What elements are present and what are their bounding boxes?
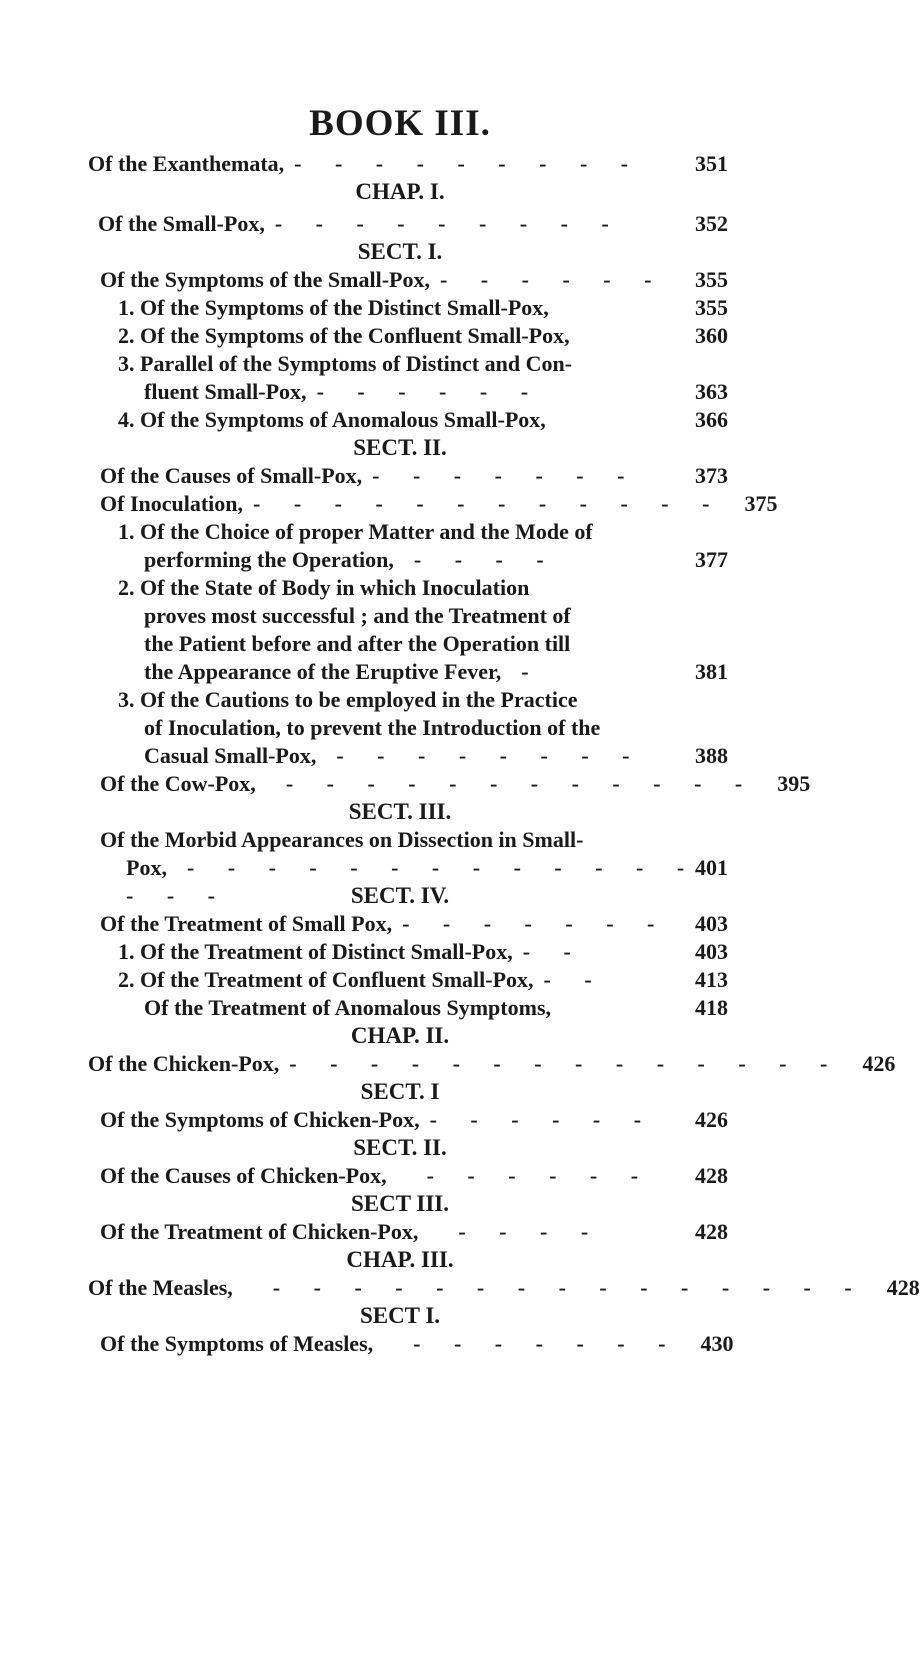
page-number: 355: [695, 295, 728, 320]
entry-text: 2. Of the Symptoms of the Confluent Small-Pox,: [118, 323, 570, 348]
page-number: 363: [695, 379, 728, 404]
toc-entry-state-of-body: 2. Of the State of Body in which Inoculation proves most successful ; and the Treatment of the Patient before and after the Operation till the Appearance of the Eruptive Fever, - 381: [118, 575, 728, 684]
page-number: 430: [700, 1331, 734, 1356]
page-number: 395: [777, 771, 811, 796]
entry-text-line: 1. Of the Choice of proper Matter and the Mode of: [118, 519, 593, 544]
toc-entry-treatment-confluent: 2. Of the Treatment of Confluent Small-Pox, - - 413: [118, 967, 728, 992]
page-number: 426: [862, 1051, 896, 1076]
page-number: 428: [886, 1275, 920, 1300]
page-number: 418: [695, 995, 728, 1020]
page-number: 360: [695, 323, 728, 348]
toc-entry-causes-chicken-pox: Of the Causes of Chicken-Pox, - - - - - - 428: [100, 1163, 728, 1188]
entry-text: 1. Of the Treatment of Distinct Small-Pox,: [118, 939, 513, 964]
section-heading: SECT III.: [350, 1191, 450, 1216]
entry-text: Of the Exanthemata,: [88, 151, 285, 176]
section-heading: SECT I.: [359, 1303, 441, 1328]
entry-text: Of the Causes of Small-Pox,: [100, 463, 363, 488]
entry-text-line: the Patient before and after the Operation till: [144, 631, 571, 656]
page-number: 366: [695, 407, 728, 432]
toc-entry-symptoms-measles: Of the Symptoms of Measles, - - - - - - - 430: [100, 1331, 734, 1356]
toc-entry-parallel: 3. Parallel of the Symptoms of Distinct and Con- fluent Small-Pox, - - - - - - 363: [118, 351, 728, 404]
entry-text: Of the Treatment of Small Pox,: [100, 911, 393, 936]
toc-entry-treatment-anomalous: [144, 994, 728, 1022]
page-number: 351: [695, 151, 728, 176]
toc-entry-exanthemata: Of the Exanthemata, - - - - - - - - - 351: [88, 151, 728, 176]
page-number: 401: [695, 855, 728, 880]
page-number: 352: [695, 211, 728, 236]
page-number: 388: [695, 743, 728, 768]
book-title: BOOK III.: [309, 103, 491, 144]
entry-text-line: fluent Small-Pox,: [144, 379, 307, 404]
page-number: 403: [695, 939, 728, 964]
page-number: 375: [744, 491, 778, 516]
toc-entry-inoculation: Of Inoculation, - - - - - - - - - - - - 375: [100, 491, 778, 516]
section-heading: SECT. II.: [353, 1135, 447, 1160]
toc-entry-small-pox: Of the Small-Pox, - - - - - - - - - 352: [98, 211, 728, 236]
toc-entry-symptoms-small-pox: Of the Symptoms of the Small-Pox, - - - - - - 355: [100, 267, 728, 292]
page-number: 428: [695, 1219, 728, 1244]
page-number: 428: [695, 1163, 728, 1188]
section-heading: SECT. IV.: [350, 883, 450, 908]
entry-text-line: proves most successful ; and the Treatment of: [144, 603, 571, 628]
entry-text-line: the Appearance of the Eruptive Fever,: [144, 659, 502, 684]
toc-entry-distinct: [118, 294, 728, 322]
entry-text: Of the Measles,: [88, 1275, 233, 1300]
entry-text: Of the Causes of Chicken-Pox,: [100, 1163, 387, 1188]
page-number: 377: [695, 547, 728, 572]
toc-entry-choice: 1. Of the Choice of proper Matter and the Mode of performing the Operation, - - - - 377: [118, 519, 728, 572]
toc-entry-treatment-distinct: 1. Of the Treatment of Distinct Small-Pox, - - 403: [118, 939, 728, 964]
section-heading: SECT. I: [360, 1079, 440, 1104]
toc-entry-symptoms-chicken-pox: Of the Symptoms of Chicken-Pox, - - - - - - 426: [100, 1107, 728, 1132]
entry-text: Of the Chicken-Pox,: [88, 1051, 280, 1076]
entry-text-line: 3. Parallel of the Symptoms of Distinct and Con-: [118, 351, 573, 376]
entry-text: Of Inoculation,: [100, 491, 244, 516]
toc-entry-treatment-small-pox: Of the Treatment of Small Pox, - - - - - - - 403: [100, 911, 728, 936]
entry-text-line: Casual Small-Pox,: [144, 743, 317, 768]
page-number: 403: [695, 911, 728, 936]
section-heading: SECT. I.: [357, 239, 443, 264]
entry-text-line: Of the Morbid Appearances on Dissection in Small-: [100, 827, 584, 852]
toc-entry-measles: Of the Measles, - - - - - - - - - - - - - - - 428: [88, 1275, 920, 1300]
chapter-heading-1: CHAP. I.: [355, 179, 445, 204]
entry-text: Of the Treatment of Anomalous Symptoms,: [144, 995, 551, 1020]
toc-entry-causes-small-pox: Of the Causes of Small-Pox, - - - - - - - 373: [100, 463, 728, 488]
entry-text: 2. Of the Treatment of Confluent Small-Pox,: [118, 967, 534, 992]
toc-entry-cautions: 3. Of the Cautions to be employed in the Practice of Inoculation, to prevent the Introduction of the Casual Small-Pox, - - - - - - - - 388: [118, 687, 728, 768]
page-number: 355: [695, 267, 728, 292]
page-number: 426: [695, 1107, 728, 1132]
entry-text: Of the Small-Pox,: [98, 211, 265, 236]
entry-text-line: 3. Of the Cautions to be employed in the Practice: [118, 687, 578, 712]
page-number: 373: [695, 463, 728, 488]
entry-text: Of the Cow-Pox,: [100, 771, 256, 796]
entry-text-line: Pox,: [126, 855, 167, 880]
entry-text-line: of Inoculation, to prevent the Introduction of the: [144, 715, 601, 740]
entry-text: 1. Of the Symptoms of the Distinct Small-Pox,: [118, 295, 549, 320]
toc-entry-anomalous: [118, 406, 728, 434]
toc-entry-treatment-chicken-pox: Of the Treatment of Chicken-Pox, - - - - 428: [100, 1219, 728, 1244]
entry-text: Of the Symptoms of Measles,: [100, 1331, 374, 1356]
toc-entry-cow-pox: Of the Cow-Pox, - - - - - - - - - - - - 395: [100, 771, 811, 796]
chapter-heading-2: CHAP. II.: [350, 1023, 450, 1048]
entry-text-line: performing the Operation,: [144, 547, 394, 572]
toc-entry-morbid: Of the Morbid Appearances on Dissection in Small- Pox, - - - - - - - - - - - - - - - - 401: [100, 827, 728, 908]
section-heading: SECT. II.: [353, 435, 447, 460]
toc-entry-chicken-pox: Of the Chicken-Pox, - - - - - - - - - - - - - - 426: [88, 1051, 896, 1076]
entry-text: Of the Treatment of Chicken-Pox,: [100, 1219, 419, 1244]
chapter-heading-3: CHAP. III.: [346, 1247, 454, 1272]
entry-text: 4. Of the Symptoms of Anomalous Small-Pox,: [118, 407, 546, 432]
entry-text: Of the Symptoms of Chicken-Pox,: [100, 1107, 420, 1132]
page-number: 413: [695, 967, 728, 992]
page-number: 381: [695, 659, 728, 684]
toc-entry-confluent: [118, 322, 728, 350]
entry-text-line: 2. Of the State of Body in which Inoculation: [118, 575, 530, 600]
section-heading: SECT. III.: [348, 799, 452, 824]
entry-text: Of the Symptoms of the Small-Pox,: [100, 267, 430, 292]
